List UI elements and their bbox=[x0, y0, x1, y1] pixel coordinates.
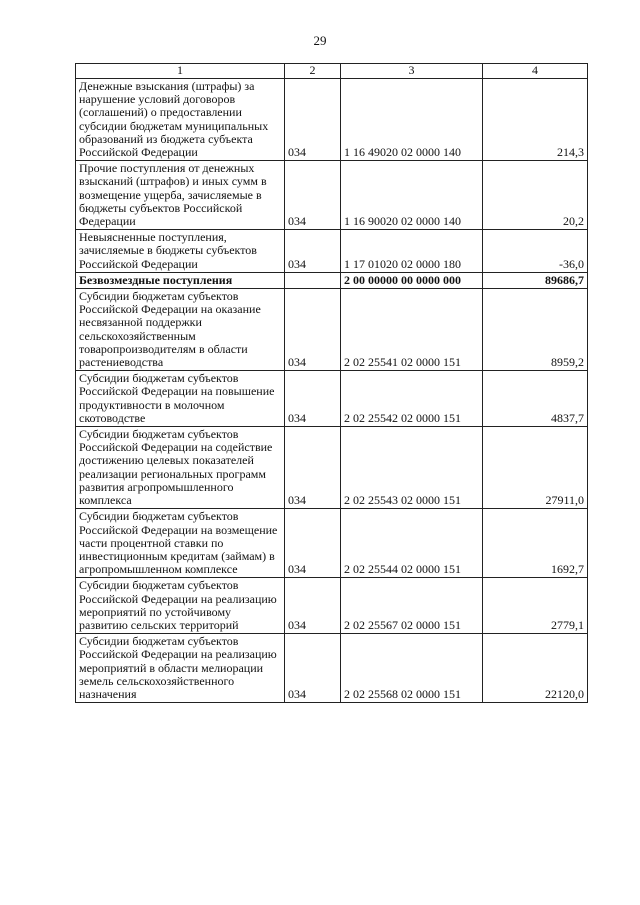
table-row bbox=[76, 371, 588, 427]
table-row bbox=[76, 509, 588, 578]
table-row bbox=[76, 634, 588, 703]
table-row bbox=[76, 161, 588, 230]
table-row bbox=[76, 578, 588, 634]
admin-code-cell: 034 bbox=[285, 509, 341, 578]
table-row bbox=[76, 427, 588, 509]
revenue-name-cell: Субсидии бюджетам субъектов Российской Федерации на возмещение части процентной ставки по инвестиционным кредитам (займам) в агропромышленном комплексе bbox=[76, 509, 285, 578]
header-col-3: 3 bbox=[341, 64, 483, 79]
table-row bbox=[76, 289, 588, 371]
amount-cell: 27911,0 bbox=[483, 427, 588, 509]
budget-code-cell: 2 02 25544 02 0000 151 bbox=[341, 509, 483, 578]
revenue-name-cell: Прочие поступления от денежных взысканий (штрафов) и иных сумм в возмещение ущерба, зачисляемые в бюджеты субъектов Российской Федерации bbox=[76, 161, 285, 230]
admin-code-cell: 034 bbox=[285, 427, 341, 509]
table-row bbox=[76, 79, 588, 161]
revenue-table bbox=[75, 63, 588, 703]
revenue-name-cell: Субсидии бюджетам субъектов Российской Федерации на оказание несвязанной поддержки сельскохозяйственным товаропроизводителям в области растениеводства bbox=[76, 289, 285, 371]
budget-code-cell: 2 02 25568 02 0000 151 bbox=[341, 634, 483, 703]
budget-code-cell: 1 17 01020 02 0000 180 bbox=[341, 230, 483, 273]
revenue-name-cell: Субсидии бюджетам субъектов Российской Федерации на реализацию мероприятий по устойчивому развитию сельских территорий bbox=[76, 578, 285, 634]
table-row bbox=[76, 230, 588, 273]
admin-code-cell: 034 bbox=[285, 578, 341, 634]
revenue-name-cell: Безвозмездные поступления bbox=[76, 272, 285, 288]
amount-cell: 2779,1 bbox=[483, 578, 588, 634]
amount-cell: 89686,7 bbox=[483, 272, 588, 288]
revenue-name-cell: Денежные взыскания (штрафы) за нарушение условий договоров (соглашений) о предоставлении субсидии бюджетам муниципальных образований из бюджета субъекта Российской Федерации bbox=[76, 79, 285, 161]
budget-code-cell: 2 02 25542 02 0000 151 bbox=[341, 371, 483, 427]
budget-code-cell: 1 16 49020 02 0000 140 bbox=[341, 79, 483, 161]
amount-cell: 214,3 bbox=[483, 79, 588, 161]
admin-code-cell: 034 bbox=[285, 161, 341, 230]
admin-code-cell bbox=[285, 272, 341, 288]
amount-cell: -36,0 bbox=[483, 230, 588, 273]
revenue-name-cell: Невыясненные поступления, зачисляемые в бюджеты субъектов Российской Федерации bbox=[76, 230, 285, 273]
table-header-row bbox=[76, 64, 588, 79]
budget-code-cell: 2 02 25541 02 0000 151 bbox=[341, 289, 483, 371]
budget-code-cell: 2 02 25567 02 0000 151 bbox=[341, 578, 483, 634]
header-col-2: 2 bbox=[285, 64, 341, 79]
admin-code-cell: 034 bbox=[285, 634, 341, 703]
admin-code-cell: 034 bbox=[285, 79, 341, 161]
budget-code-cell: 2 02 25543 02 0000 151 bbox=[341, 427, 483, 509]
table-row bbox=[76, 272, 588, 288]
header-col-1: 1 bbox=[76, 64, 285, 79]
revenue-name-cell: Субсидии бюджетам субъектов Российской Федерации на содействие достижению целевых показателей реализации региональных программ развития агропромышленного комплекса bbox=[76, 427, 285, 509]
amount-cell: 20,2 bbox=[483, 161, 588, 230]
revenue-name-cell: Субсидии бюджетам субъектов Российской Федерации на повышение продуктивности в молочном скотоводстве bbox=[76, 371, 285, 427]
amount-cell: 1692,7 bbox=[483, 509, 588, 578]
revenue-name-cell: Субсидии бюджетам субъектов Российской Федерации на реализацию мероприятий в области мелиорации земель сельскохозяйственного назначения bbox=[76, 634, 285, 703]
budget-code-cell: 1 16 90020 02 0000 140 bbox=[341, 161, 483, 230]
page-number: 29 bbox=[313, 33, 327, 48]
amount-cell: 8959,2 bbox=[483, 289, 588, 371]
budget-code-cell: 2 00 00000 00 0000 000 bbox=[341, 272, 483, 288]
table-body bbox=[76, 79, 588, 703]
admin-code-cell: 034 bbox=[285, 371, 341, 427]
admin-code-cell: 034 bbox=[285, 289, 341, 371]
header-col-4: 4 bbox=[483, 64, 588, 79]
amount-cell: 4837,7 bbox=[483, 371, 588, 427]
admin-code-cell: 034 bbox=[285, 230, 341, 273]
amount-cell: 22120,0 bbox=[483, 634, 588, 703]
